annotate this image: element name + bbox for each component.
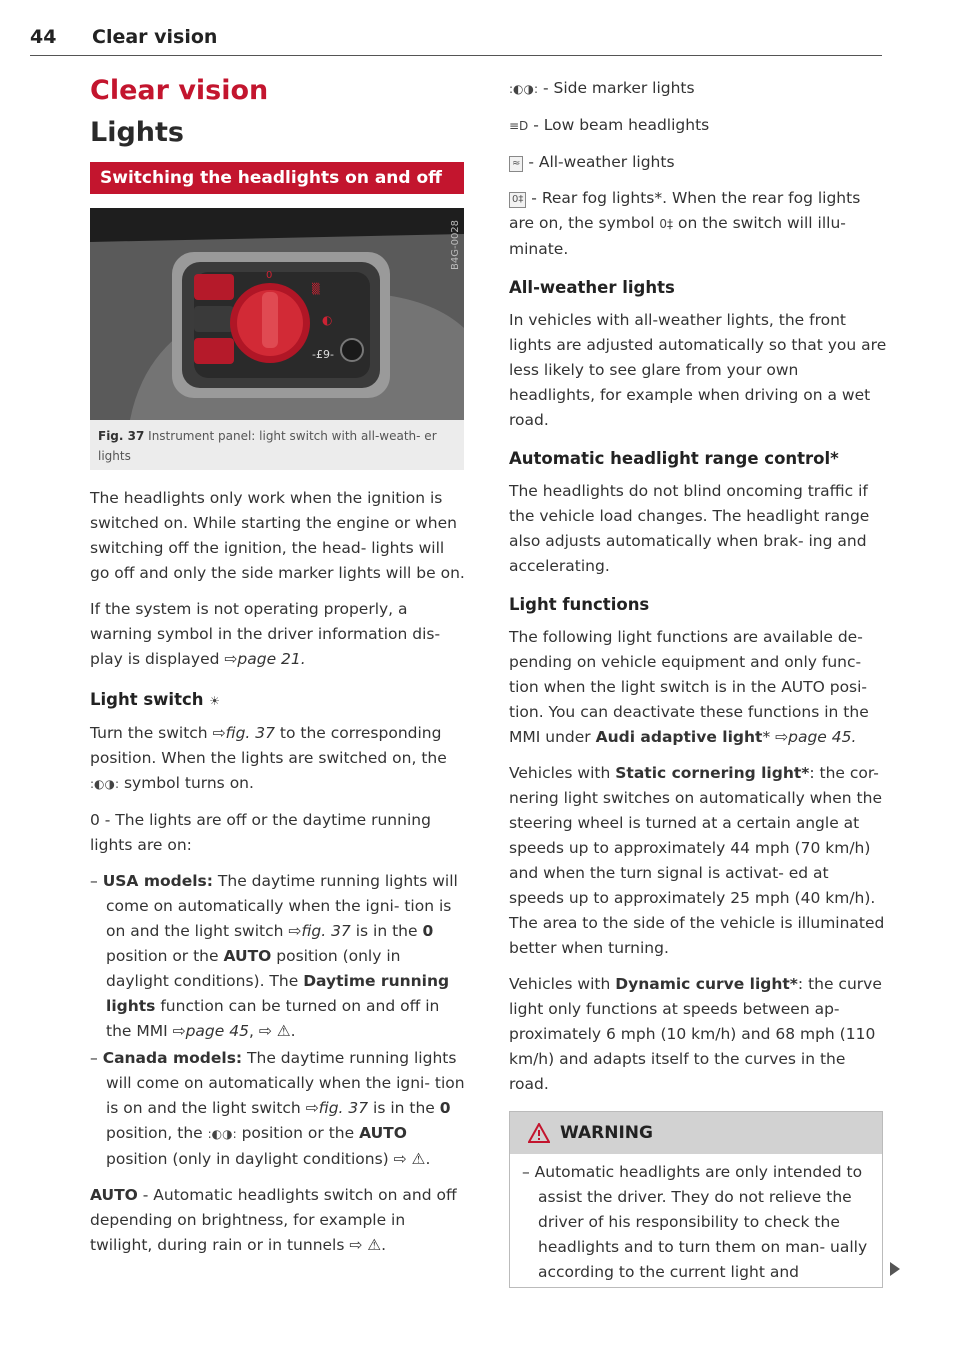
knob-fog-label: -£9- [312, 348, 334, 361]
topic-banner: Switching the headlights on and off [90, 162, 464, 194]
warning-item: – Automatic headlights are only intended to assist the driver. They do not relieve the driver of his responsibility to check the headlights and to turn them on man- ually according to the current light and [522, 1163, 868, 1281]
warning-paragraph: If the system is not operating properly, a warning symbol in the driver information dis- play is displayed ⇨page 21. [90, 600, 441, 668]
rear-fog-symbol-icon: 0‡ [659, 217, 674, 231]
light-switch-illustration [90, 208, 464, 420]
left-column [90, 74, 468, 1258]
light-switch-heading: Light switch ☀ [90, 690, 221, 709]
side-marker-icon: :◐◑: [90, 777, 120, 791]
low-beam-icon: ≡D [509, 119, 529, 133]
position-0-paragraph: 0 - The lights are off or the daytime running lights are on: [90, 811, 431, 854]
side-marker-icon: :◐◑: [207, 1127, 237, 1141]
figure-caption-label: Fig. 37 [98, 429, 145, 443]
all-weather-paragraph: In vehicles with all-weather lights, the front lights are adjusted automatically so that you are less likely to see glare from your own headlights, for example when driving on a wet road. [509, 311, 887, 429]
rear-fog-icon: 0‡ [509, 192, 526, 208]
warning-body [510, 1154, 882, 1287]
auto-paragraph: AUTO - Automatic headlights switch on and off depending on brightness, for example in twilight, during rain or in tunnels ⇨ ⚠. [90, 1186, 457, 1254]
all-weather-icon: ≈ [509, 156, 523, 172]
all-weather-item: ≈ - All-weather lights [509, 150, 887, 175]
page-number: 44 [30, 26, 57, 48]
figure-37 [90, 208, 464, 470]
canada-models-item: – Canada models: The daytime running lights will come on automatically when the igni- tion is on and the light switch ⇨fig. 37 is in the 0 position, the :◐◑: position or the AUTO position (only in daylight conditions) ⇨ ⚠. [90, 1049, 465, 1168]
header-section-title: Clear vision [92, 26, 218, 48]
light-icon: ☀ [209, 694, 221, 708]
page-45-link[interactable]: ⇨page 45 [172, 1022, 249, 1040]
intro-paragraph: The headlights only work when the ignition is switched on. While starting the engine or when switching off the ignition, the head- lights will go off and only the side marker lights will be on. [90, 489, 465, 582]
warning-title: WARNING [560, 1123, 653, 1143]
fig-37-link[interactable]: ⇨fig. 37 [305, 1099, 369, 1117]
side-marker-item: :◐◑: - Side marker lights [509, 79, 695, 97]
side-marker-icon: :◐◑: [509, 82, 539, 96]
light-functions-heading: Light functions [509, 595, 650, 614]
figure-id-watermark: B4G-0028 [450, 219, 461, 270]
page-21-link[interactable]: ⇨page 21. [224, 650, 306, 668]
knob-off-mark: 0 [266, 270, 273, 281]
right-column [509, 74, 887, 1288]
fig-37-link[interactable]: ⇨fig. 37 [288, 922, 351, 940]
rear-fog-item: 0‡ - Rear fog lights*. When the rear fog lights are on, the symbol 0‡ on the switch will illu- minate. [509, 189, 861, 258]
all-weather-heading: All-weather lights [509, 278, 675, 297]
light-functions-paragraph: The following light functions are available de- pending on vehicle equipment and only func- tion when the light switch is in the AUTO posi- tion. You can deactivate these functions in the MMI under Audi adaptive light* ⇨page 45. [509, 628, 869, 746]
continue-arrow-icon [890, 1262, 900, 1276]
page-45-link[interactable]: ⇨page 45. [775, 728, 857, 746]
knob-low-beam-label: ◐ [322, 313, 333, 327]
range-control-heading: Automatic headlight range control* [509, 449, 839, 468]
knob-side-marker-label: ▒ [312, 284, 320, 295]
section-title: Lights [90, 117, 184, 148]
chapter-title: Clear vision [90, 75, 269, 106]
dynamic-curve-paragraph: Vehicles with Dynamic curve light*: the curve light only functions at speeds between ap- proximately 6 mph (10 km/h) and 68 mph (110 km/h) and adapts itself to the curves in the road. [509, 975, 882, 1093]
page-header [30, 24, 882, 56]
warning-triangle-icon [528, 1123, 550, 1143]
fig-37-link[interactable]: ⇨fig. 37 [212, 724, 275, 742]
static-cornering-paragraph: Vehicles with Static cornering light*: the cor- nering light switches on automatically when the steering wheel is turned at a certain angle at speeds up to approximately 44 mph (70 km/h) and when the turn signal is activat- ed at speeds up to approximately 25 mph (40 km/h). The area to the side of the vehicle is illuminated better when turning. [509, 764, 885, 957]
figure-caption [90, 420, 464, 470]
warning-box [509, 1111, 883, 1288]
low-beam-item: ≡D - Low beam headlights [509, 116, 710, 134]
range-control-paragraph: The headlights do not blind oncoming traffic if the vehicle load changes. The headlight range also adjusts automatically when brak- ing and accelerating. [509, 482, 870, 575]
turn-switch-paragraph: Turn the switch ⇨fig. 37 to the corresponding position. When the lights are switched on, the :◐◑: symbol turns on. [90, 724, 447, 792]
warning-header [510, 1112, 882, 1154]
usa-models-item: – USA models: The daytime running lights will come on automatically when the igni- tion is on and the light switch ⇨fig. 37 is in the 0 position or the AUTO position (only in daylight conditions). The Daytime running lights function can be turned on and off in the MMI ⇨page 45, ⇨ ⚠. [90, 872, 458, 1040]
figure-caption-text: Instrument panel: light switch with all-weath- er lights [98, 429, 437, 463]
